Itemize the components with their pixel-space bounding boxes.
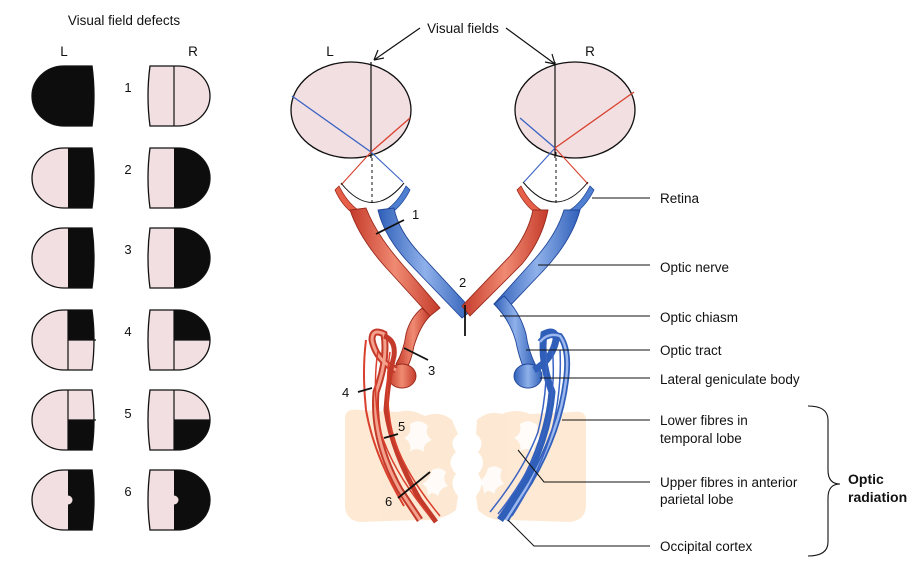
lesion-number-1: 1: [412, 207, 420, 222]
defect-1-right-field: [148, 66, 210, 126]
right-eye-retina: [517, 152, 594, 214]
label-lower-fibres-line2: temporal lobe: [660, 431, 742, 446]
lesion-number-3: 3: [428, 363, 436, 378]
lesion-number-5: 5: [398, 419, 406, 434]
label-upper-fibres-line2: parietal lobe: [660, 492, 734, 507]
defect-row-5: [32, 390, 224, 460]
left-optic-nerve: [350, 208, 472, 318]
label-upper-fibres-line1: Upper fibres in anterior: [660, 475, 798, 490]
defect-number-2: 2: [124, 162, 132, 177]
defect-number-4: 4: [124, 324, 132, 339]
defect-4-left-field: [32, 300, 104, 370]
lesion-number-6: 6: [385, 494, 393, 509]
defect-5-left-field: [32, 390, 104, 460]
defect-4-right-field: [148, 300, 224, 370]
optic-radiation-bracket: [808, 406, 840, 556]
defect-number-5: 5: [124, 406, 132, 421]
right-optic-nerve: [462, 210, 580, 316]
left-optic-tract: [388, 306, 462, 388]
left-eye-retina: [335, 158, 410, 214]
label-lower-fibres-line1: Lower fibres in: [660, 413, 748, 428]
defect-row-2: [32, 138, 224, 218]
defect-number-1: 1: [124, 80, 132, 95]
label-optic-radiation-line1: Optic: [848, 471, 884, 487]
defect-2-left-field: [32, 138, 104, 218]
defects-title: Visual field defects: [67, 13, 181, 28]
defects-right-eye-label: R: [188, 44, 198, 59]
defect-row-3: [32, 218, 224, 298]
label-optic-chiasm: Optic chiasm: [660, 310, 739, 325]
pathway-left-label: L: [326, 44, 334, 59]
label-optic-radiation-line2: radiation: [848, 489, 908, 505]
defect-row-1: [32, 66, 210, 126]
defect-5-right-field: [148, 390, 224, 460]
label-optic-nerve: Optic nerve: [660, 260, 730, 275]
right-visual-field: [515, 62, 635, 158]
label-occipital-cortex: Occipital cortex: [660, 539, 753, 554]
brain-background: [345, 410, 586, 522]
lesion-number-2: 2: [459, 275, 467, 290]
defect-3-right-field: [148, 218, 224, 298]
defect-row-6: [32, 460, 224, 540]
label-retina: Retina: [660, 191, 700, 206]
label-lateral-geniculate-body: Lateral geniculate body: [660, 372, 800, 387]
pathway-right-label: R: [585, 44, 595, 59]
defect-1-left-field: [32, 66, 94, 126]
defects-left-eye-label: L: [60, 44, 68, 59]
defect-number-6: 6: [124, 484, 132, 499]
defect-6-right-field: [148, 460, 224, 540]
defect-number-3: 3: [124, 242, 132, 257]
right-optic-tract: [494, 296, 542, 388]
lesion-number-4: 4: [342, 385, 350, 400]
visual-fields-title: Visual fields: [427, 21, 499, 36]
label-optic-tract: Optic tract: [660, 343, 722, 358]
left-visual-field: [291, 62, 411, 158]
defect-6-left-field: [32, 460, 104, 540]
defect-3-left-field: [32, 218, 104, 298]
defect-row-4: [32, 300, 224, 370]
defect-2-right-field: [148, 138, 224, 218]
